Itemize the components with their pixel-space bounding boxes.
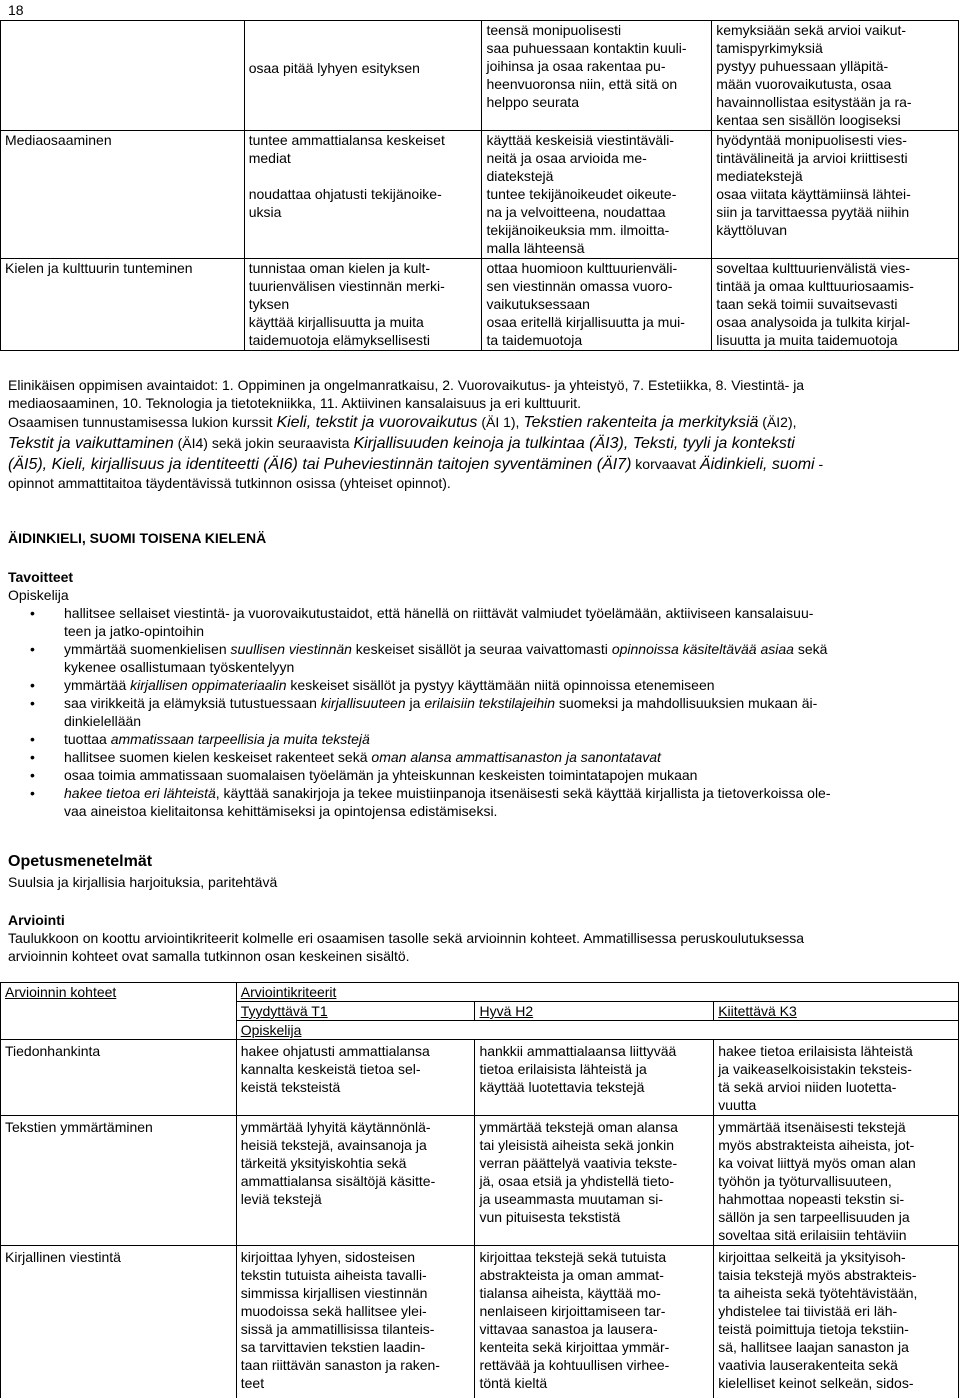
bullet-icon: • bbox=[30, 641, 35, 657]
list-item bbox=[8, 694, 950, 730]
text: - bbox=[814, 456, 824, 472]
course-name: Kieli, tekstit ja vuorovaikutus bbox=[276, 414, 478, 431]
list-item bbox=[8, 766, 950, 784]
text: (ÄI4) sekä jokin seuraavista bbox=[173, 435, 354, 451]
course-name: Tekstien rakenteita ja merkityksiä bbox=[523, 414, 759, 431]
text: korvaavat bbox=[631, 456, 700, 472]
competence-table bbox=[0, 20, 959, 351]
goal-text: suomeksi ja mahdollisuuksien mukaan äi- dinkielellään bbox=[64, 695, 818, 729]
h2-cell: ymmärtää tekstejä oman alansa tai yleisistä aiheista sekä jonkin verran päättelyä vaativia tekste- jä, osaa etsiä ja yhdistellä tieto- ja useammasta muutaman si- vun pituisesta tekstistä bbox=[475, 1116, 714, 1246]
table-row bbox=[1, 1116, 959, 1246]
recognition-line-3 bbox=[8, 455, 953, 474]
lifelong-skills: Elinikäisen oppimisen avaintaidot: 1. Oppiminen ja ongelmanratkaisu, 2. Vuorovaikutus- ja yhteistyö, 7. Estetiikka, 8. Viestintä- ja mediaosaaminen, 10. Teknologia ja tietotekniikka, 11. Aktiivinen kansalaisuus ja eri kulttuurit. bbox=[8, 377, 805, 411]
table-cell: tunnistaa oman kielen ja kult- tuurienvälisen viestinnän merki- tyksen käyttää kirjallisuutta ja muita taidemuotoja elämyksellisesti bbox=[244, 259, 482, 351]
goal-text: hallitsee sellaiset viestintä- ja vuorovaikutustaidot, että hänellä on riittävät valmiudet työelämään, aktiiviseen kansalaisuu- teen ja jatko-opintoihin bbox=[64, 605, 814, 639]
list-item bbox=[8, 676, 950, 694]
text: (ÄI2), bbox=[758, 414, 797, 430]
table-cell: kemyksiään sekä arvioi vaikut- tamispyrkimyksiä pystyy puhuessaan ylläpitä- mään vuorovaikutusta, osaa havainnollistaa esitystään ja ra- kentaa sen sisällön loogiseksi bbox=[712, 21, 959, 131]
header-targets bbox=[1, 983, 237, 1040]
bullet-icon: • bbox=[30, 677, 35, 693]
goal-emphasis: erilaisiin tekstilajeihin bbox=[424, 695, 556, 711]
table-row bbox=[1, 1040, 959, 1116]
goal-emphasis: ammatissaan tarpeellisia ja muita tekstejä bbox=[110, 731, 370, 747]
recognition-line-2 bbox=[8, 434, 953, 453]
level-h2 bbox=[475, 1002, 714, 1021]
page-number: 18 bbox=[8, 2, 24, 18]
h2-cell: kirjoittaa tekstejä sekä tutuista abstrakteista ja oman ammat- tialansa aiheista, käyttää mo- nenlaiseen kirjoittamiseen tar- vittavaa sanastoa ja lausera- kenteita sekä kirjoittaa ymmär- rettävää ja kohtuullisen virhee- töntä kieltä bbox=[475, 1246, 714, 1398]
criteria-table bbox=[0, 982, 959, 1398]
goals-title: Tavoitteet bbox=[8, 569, 74, 585]
goal-text: osaa toimia ammatissaan suomalaisen työelämän ja yhteiskunnan keskeisten toimintatapojen mukaan bbox=[64, 767, 698, 783]
table-row bbox=[1, 1246, 959, 1398]
level-label: Tyydyttävä T1 bbox=[240, 1003, 328, 1019]
level-k3 bbox=[714, 1002, 959, 1021]
course-name: Tekstit ja vaikuttaminen bbox=[8, 435, 174, 452]
recognition-line-4: opinnot ammattitaitoa täydentävissä tutkinnon osissa (yhteiset opinnot). bbox=[8, 475, 451, 491]
table-cell: Kielen ja kulttuurin tunteminen bbox=[1, 259, 245, 351]
goal-emphasis: suullisen viestinnän bbox=[230, 641, 352, 657]
h2-cell: hankkii ammattialaansa liittyvää tietoa erilaisista lähteistä ja käyttää luotettavia tekstejä bbox=[475, 1040, 714, 1116]
goal-text: tuottaa bbox=[64, 731, 111, 747]
k3-cell: hakee tietoa erilaisista lähteistä ja vaikeaselkoisistakin teksteis- tä sekä arvioi niiden luotetta- vuutta bbox=[714, 1040, 959, 1116]
k3-cell: kirjoittaa selkeitä ja yksityisoh- taisia tekstejä myös abstrakteis- ta aiheista sekä työtehtävistään, yhdistelee tai tiivistää eri läh- teistä poimittuja tietoja tekstiin- sä, hallitsee laajan sanaston ja vaativia lauserakenteita sekä kielelliset keinot selkeän, sidos- bbox=[714, 1246, 959, 1398]
table-cell bbox=[244, 21, 482, 131]
k3-cell: ymmärtää itsenäisesti tekstejä myös abstrakteista aiheista, jot- ka voivat liittyä myös oman alan työhön ja työturvallisuuteen, hahmottaa nopeasti tekstin si- sällön ja sen tarpeellisuuden ja soveltaa sitä erilaisiin tehtäviin bbox=[714, 1116, 959, 1246]
subject-label: Opiskelija bbox=[240, 1022, 302, 1038]
table-cell: ottaa huomioon kulttuurienväli- sen viestinnän omassa vuoro- vaikutuksessaan osaa eritellä kirjallisuutta ja mui- ta taidemuotoja bbox=[482, 259, 712, 351]
table-cell bbox=[1, 21, 245, 131]
subject-cell bbox=[236, 1021, 958, 1040]
target-cell: Tekstien ymmärtäminen bbox=[1, 1116, 237, 1246]
assessment-title: Arviointi bbox=[8, 912, 65, 928]
list-item bbox=[8, 640, 950, 676]
level-label: Kiitettävä K3 bbox=[718, 1003, 797, 1019]
bullet-icon: • bbox=[30, 749, 35, 765]
methods-text: Suulsia ja kirjallisia harjoituksia, paritehtävä bbox=[8, 874, 278, 890]
bullet-icon: • bbox=[30, 731, 35, 747]
bullet-icon: • bbox=[30, 695, 35, 711]
table-cell: tuntee ammattialansa keskeiset mediat noudattaa ohjatusti tekijänoike- uksia bbox=[244, 131, 482, 259]
header-label: Arviointikriteerit bbox=[240, 984, 337, 1000]
t1-cell: kirjoittaa lyhyen, sidosteisen tekstin tutuista aiheista tavalli- simmissa kirjallisen viestinnän muodoissa sekä hallitsee ylei- sissä ja ammatillisissa tilanteis- sa tarvittavien tekstien laadin- taan riittävän sanaston ja raken- teet bbox=[236, 1246, 475, 1398]
t1-cell: hakee ohjatusti ammattialansa kannalta keskeistä tietoa sel- keistä teksteistä bbox=[236, 1040, 475, 1116]
text: Osaamisen tunnustamisessa lukion kurssit bbox=[8, 414, 277, 430]
goal-text: sekä kykenee osallistumaan työskentelyyn bbox=[64, 641, 828, 675]
bullet-icon: • bbox=[30, 767, 35, 783]
level-t1 bbox=[236, 1002, 475, 1021]
list-item bbox=[8, 730, 950, 748]
table-header-row bbox=[1, 983, 959, 1002]
goal-text: keskeiset sisällöt ja pystyy käyttämään niitä opinnoissa etenemiseen bbox=[286, 677, 715, 693]
table-cell: Mediaosaaminen bbox=[1, 131, 245, 259]
header-label: Arvioinnin kohteet bbox=[5, 984, 117, 1000]
goal-text: ymmärtää suomenkielisen bbox=[64, 641, 231, 657]
goal-text: hallitsee suomen kielen keskeiset rakenteet sekä bbox=[64, 749, 372, 765]
goal-emphasis: kirjallisen oppimateriaalin bbox=[130, 677, 287, 693]
recognition-line-1 bbox=[8, 413, 953, 432]
text: (ÄI 1), bbox=[477, 414, 524, 430]
goal-emphasis: oman alansa ammattisanaston ja sanontatavat bbox=[371, 749, 661, 765]
target-cell: Tiedonhankinta bbox=[1, 1040, 237, 1116]
list-item bbox=[8, 784, 950, 820]
header-criteria bbox=[236, 983, 958, 1002]
bullet-icon: • bbox=[30, 785, 35, 801]
level-label: Hyvä H2 bbox=[479, 1003, 534, 1019]
cell-text: osaa pitää lyhyen esityksen bbox=[248, 60, 420, 76]
goal-emphasis: kirjallisuuteen bbox=[320, 695, 406, 711]
table-row bbox=[1, 259, 959, 351]
table-cell: soveltaa kulttuurienvälistä vies- tintää ja omaa kulttuuriosaamis- taan sekä toimii suvaitsevasti osaa analysoida ja tulkita kirjal- lisuutta ja muita taidemuotoja bbox=[712, 259, 959, 351]
bullet-icon: • bbox=[30, 605, 35, 621]
target-cell: Kirjallinen viestintä bbox=[1, 1246, 237, 1398]
goals-list bbox=[8, 604, 950, 820]
section-title: ÄIDINKIELI, SUOMI TOISENA KIELENÄ bbox=[8, 530, 267, 546]
goal-text: keskeiset sisällöt ja seuraa vaivattomasti bbox=[351, 641, 612, 657]
goal-emphasis: hakee tietoa eri lähteistä bbox=[64, 785, 216, 801]
table-cell: hyödyntää monipuolisesti vies- tintävälineitä ja arvioi kriittisesti mediatekstejä osaa viitata käyttämiinsä lähtei- siin ja tarvittaessa pyytää niihin käyttöluvan bbox=[712, 131, 959, 259]
list-item bbox=[8, 748, 950, 766]
table-row bbox=[1, 131, 959, 259]
methods-title: Opetusmenetelmät bbox=[8, 853, 153, 870]
list-item bbox=[8, 604, 950, 640]
recognition-paragraph bbox=[8, 413, 953, 492]
table-cell: teensä monipuolisesti saa puhuessaan kontaktin kuuli- joihinsa ja osaa rakentaa pu- heenvuoronsa niin, että sitä on helppo seurata bbox=[482, 21, 712, 131]
course-name: Kirjallisuuden keinoja ja tulkintaa (ÄI3), Teksti, tyyli ja konteksti bbox=[353, 435, 795, 452]
goal-text: , käyttää sanakirjoja ja tekee muistiinpanoja itsenäisesti sekä käyttää kirjallista ja tietoverkoissa ole- vaa aineistoa kielitaitonsa kehittämiseksi ja opintojensa edistämiseksi. bbox=[64, 785, 831, 819]
table-row bbox=[1, 21, 959, 131]
course-name: (ÄI5), Kieli, kirjallisuus ja identiteetti (ÄI6) tai Puheviestinnän taitojen syventäminen (ÄI7) bbox=[8, 456, 632, 473]
table-cell: käyttää keskeisiä viestintäväli- neitä ja osaa arvioida me- diatekstejä tuntee tekijänoikeudet oikeute- na ja velvoitteena, noudattaa tekijänoikeuksia mm. ilmoitta- malla lähteensä bbox=[482, 131, 712, 259]
goal-emphasis: opinnoissa käsiteltävää asiaa bbox=[611, 641, 794, 657]
goal-text: ja bbox=[405, 695, 425, 711]
t1-cell: ymmärtää lyhyitä käytännönlä- heisiä tekstejä, avainsanoja ja tärkeitä yksityiskohtia sekä ammattialansa sisältöjä käsitte- leviä tekstejä bbox=[236, 1116, 475, 1246]
goal-text: saa virikkeitä ja elämyksiä tutustuessaan bbox=[64, 695, 321, 711]
goal-text: ymmärtää bbox=[64, 677, 131, 693]
course-name: Äidinkieli, suomi bbox=[699, 456, 815, 473]
goals-subject: Opiskelija bbox=[8, 587, 69, 603]
assessment-text: Taulukkoon on koottu arviointikriteerit kolmelle eri osaamisen tasolle sekä arvioinnin kohteet. Ammatillisessa peruskoulutuksessa arvioinnin kohteet ovat samalla tutkinnon osan keskeinen sisältö. bbox=[8, 930, 805, 964]
